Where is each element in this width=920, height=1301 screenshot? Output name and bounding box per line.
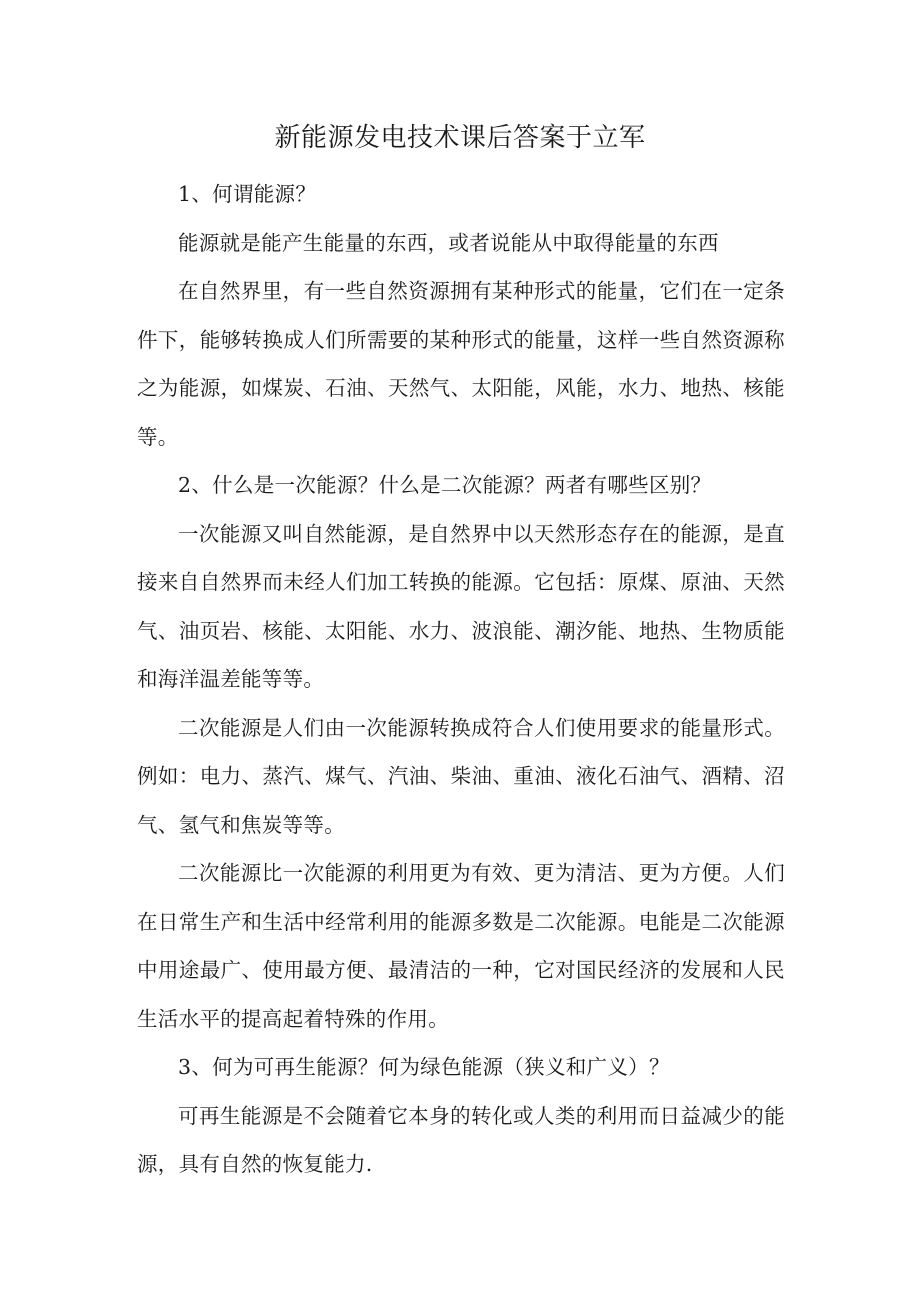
question-1: 1、何谓能源？	[178, 182, 317, 206]
answer-1-detail: 在自然界里，有一些自然资源拥有某种形式的能量，它们在一定条件下，能够转换成人们所需要的某种形式的能量，这样一些自然资源称之为能源，如煤炭、石油、天然气、太阳能，风能，水力、地热、核能等。	[137, 279, 785, 449]
question-2: 2、什么是一次能源？什么是二次能源？两者有哪些区别？	[178, 473, 712, 497]
question-3: 3、何为可再生能源？何为绿色能源（狭义和广义）？	[178, 1055, 670, 1079]
answer-1-definition: 能源就是能产生能量的东西，或者说能从中取得能量的东西	[178, 230, 719, 255]
answer-2-secondary-energy: 二次能源是人们由一次能源转换成符合人们使用要求的能量形式。例如：电力、蒸汽、煤气、汽油、柴油、重油、液化石油气、酒精、沼气、氢气和焦炭等等。	[137, 715, 785, 837]
answer-2-primary-energy: 一次能源又叫自然能源，是自然界中以天然形态存在的能源，是直接来自自然界而未经人们加工转换的能源。它包括：原煤、原油、天然气、油页岩、核能、太阳能、水力、波浪能、潮汐能、地热、生物质能和海洋温差能等等。	[137, 521, 785, 691]
document-title: 新能源发电技术课后答案于立军	[274, 123, 646, 153]
answer-3-renewable: 可再生能源是不会随着它本身的转化或人类的利用而日益减少的能源，具有自然的恢复能力.	[137, 1103, 785, 1176]
answer-2-difference: 二次能源比一次能源的利用更为有效、更为清洁、更为方便。人们在日常生产和生活中经常利用的能源多数是二次能源。电能是二次能源中用途最广、使用最方便、最清洁的一种，它对国民经济的发展和人民生活水平的提高起着特殊的作用。	[137, 861, 785, 1031]
document-body	[137, 170, 785, 1189]
